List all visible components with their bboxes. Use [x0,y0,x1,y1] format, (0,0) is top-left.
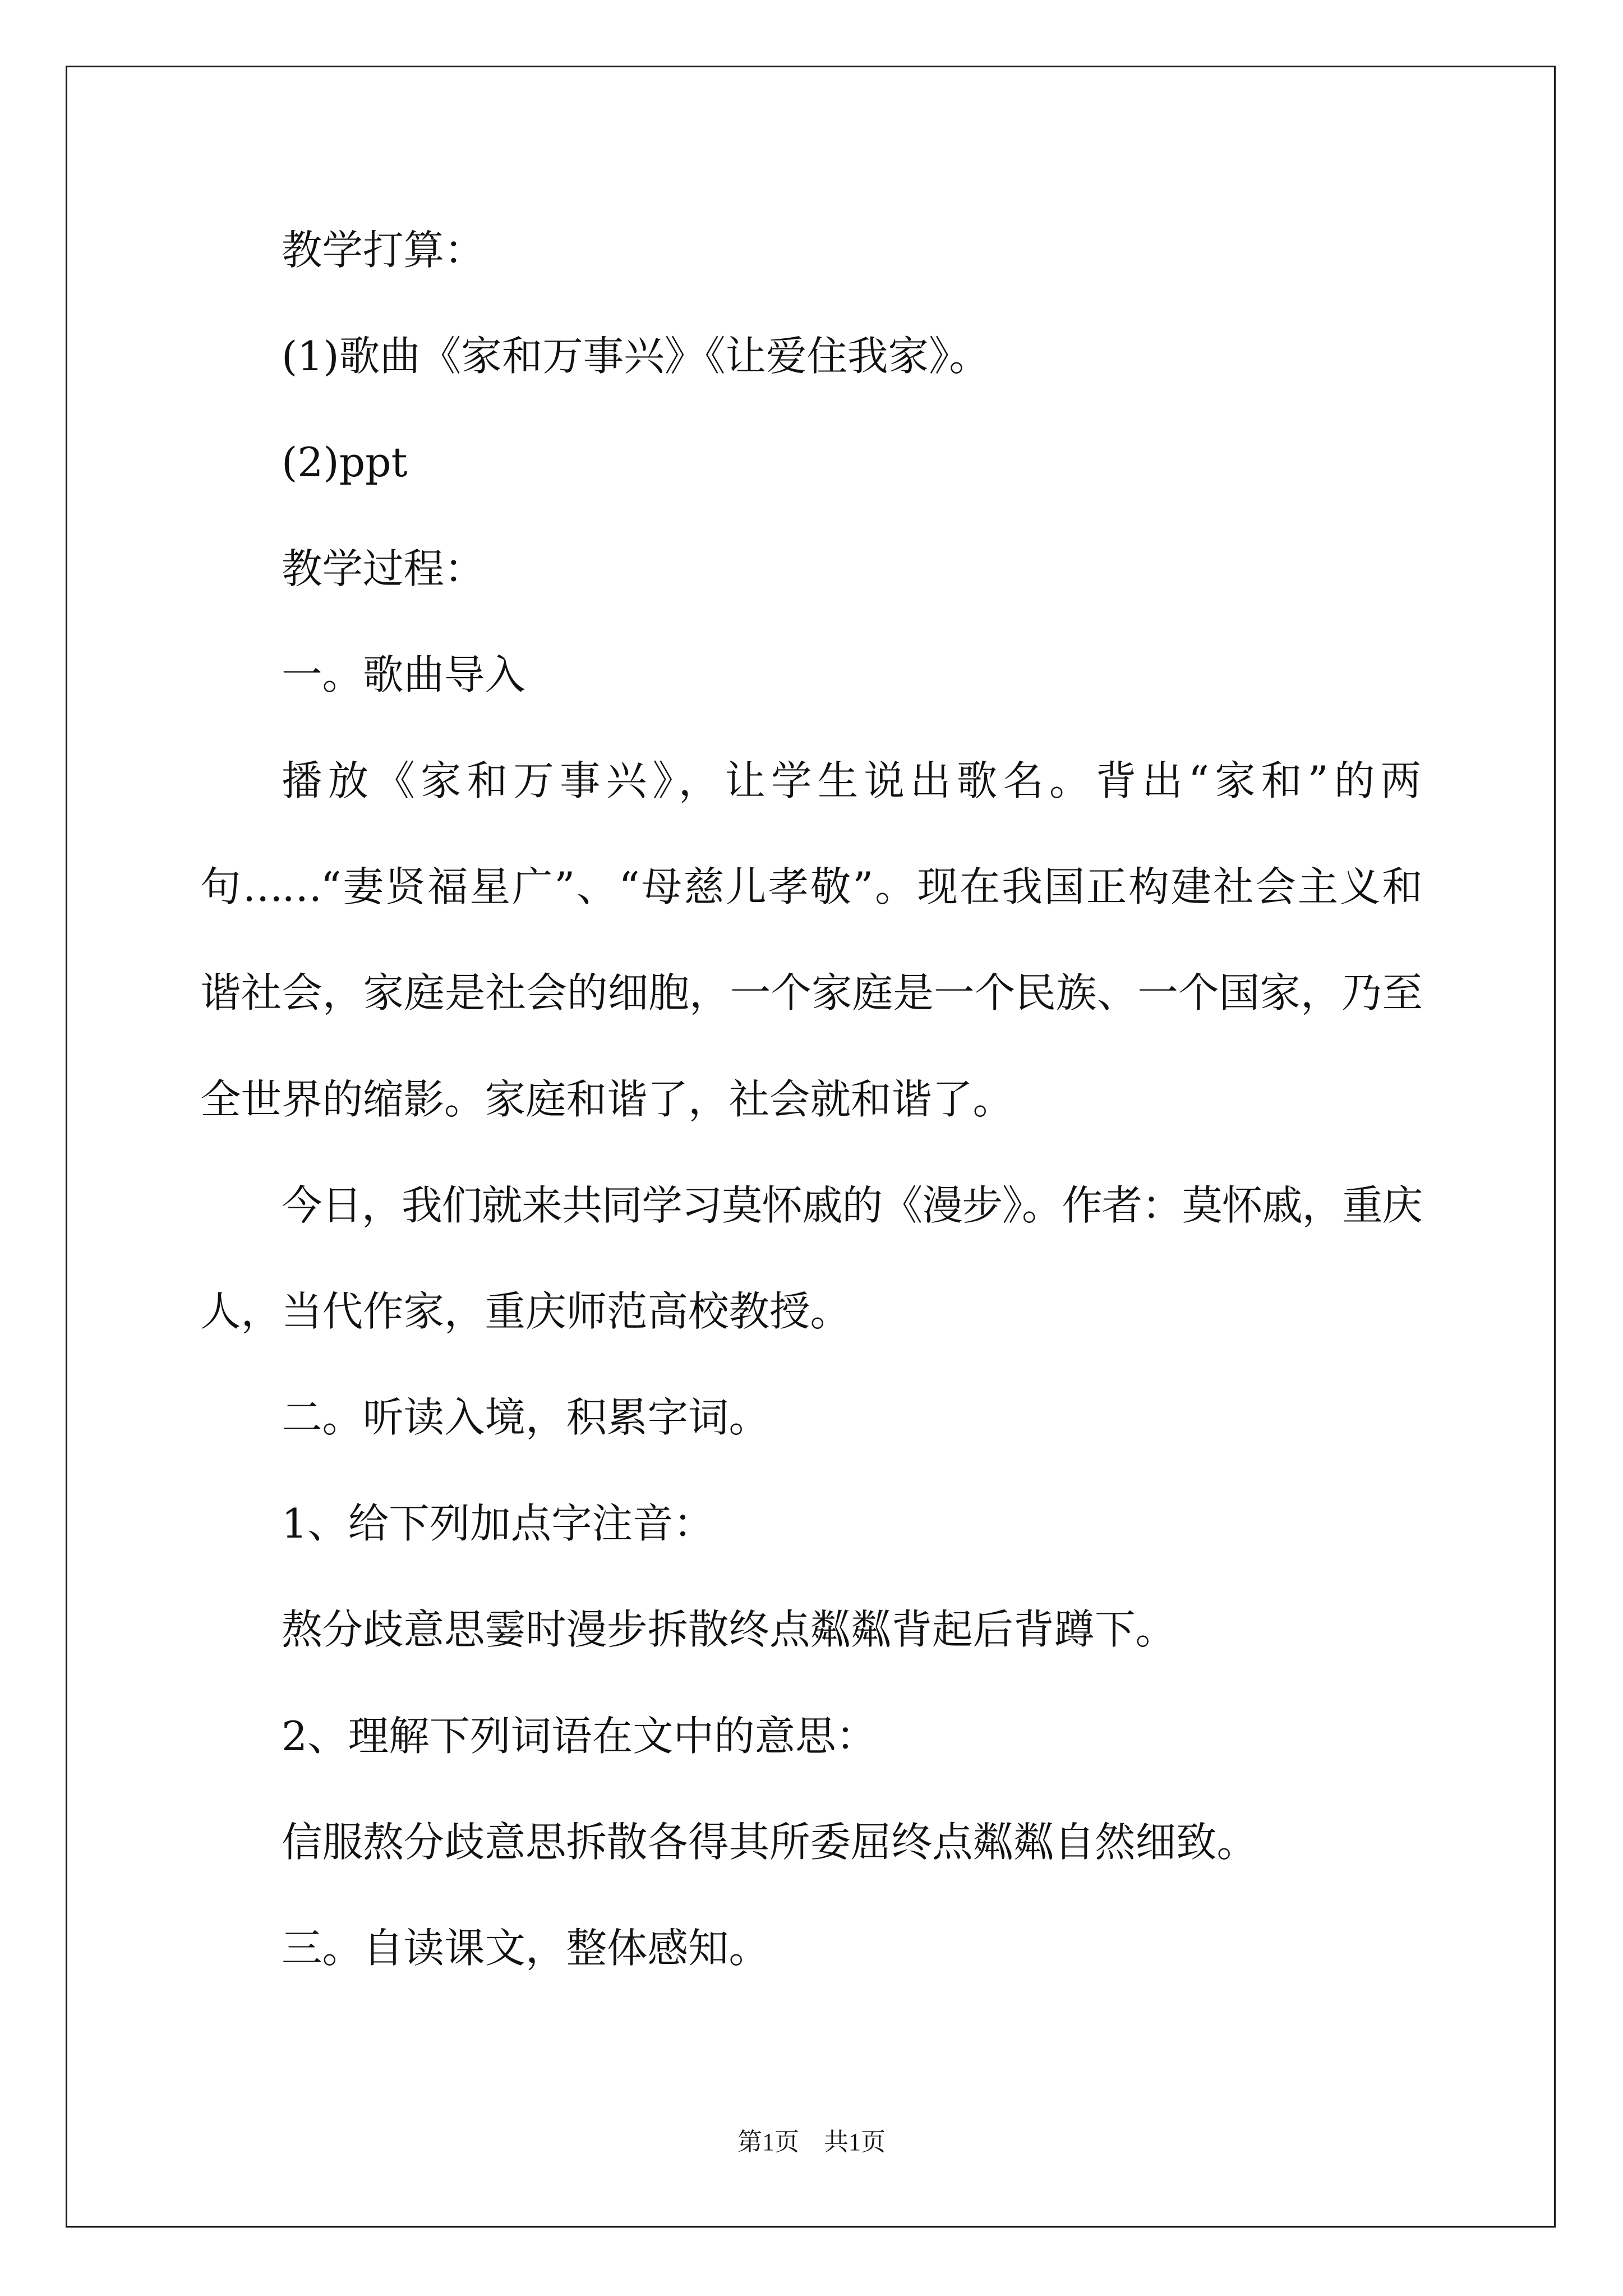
section-heading-2 [200,1365,1421,1471]
paragraph-prep-item-2 [200,410,1421,516]
text-line: 1、给下列加点字注音： [282,1501,714,1548]
text-line: 全世界的缩影。家庭和谐了，社会就和谐了。 [200,1076,1013,1124]
text-line: 二。听读入境，积累字词。 [282,1395,769,1442]
document-body [200,198,1421,2002]
text-line: 人，当代作家，重庆师范高校教授。 [200,1288,851,1336]
paragraph-prep-item-1 [200,304,1421,410]
text-line: 2、理解下列词语在文中的意思： [282,1713,877,1760]
text-line: 今日，我们就来共同学习莫怀戚的《漫步》。作者：莫怀戚，重庆 [282,1182,1421,1230]
paragraph-author-intro [200,1153,1421,1365]
text-line: 教学过程： [282,545,485,593]
paragraph-song-intro [200,729,1421,1153]
text-line: 谐社会，家庭是社会的细胞，一个家庭是一个民族、一个国家，乃至 [200,970,1421,1018]
paragraph-exercise-1 [200,1471,1421,1577]
page-footer: 第1页 共1页 [737,2128,886,2156]
paragraph-exercise-2-words [200,1790,1421,1896]
text-line: 教学打算： [282,227,485,274]
text-line: 熬分歧意思霎时漫步拆散终点粼粼背起后背蹲下。 [282,1607,1176,1654]
text-line: 三。自读课文，整体感知。 [282,1925,769,1972]
section-heading-3 [200,1896,1421,2002]
text-line: 句……“妻贤福星广”、“母慈儿孝敬”。现在我国正构建社会主义和 [200,864,1421,912]
text-line: (2)ppt [282,439,408,487]
paragraph-exercise-2 [200,1684,1421,1790]
paragraph-exercise-1-words [200,1577,1421,1683]
section-heading-1 [200,623,1421,729]
paragraph-prep-heading [200,198,1421,304]
text-line: 信服熬分歧意思拆散各得其所委屈终点粼粼自然细致。 [282,1819,1257,1866]
text-line: 播放《家和万事兴》，让学生说出歌名。背出“家和”的两 [282,757,1421,805]
text-line: 一。歌曲导入 [282,651,525,699]
paragraph-process-heading [200,517,1421,623]
text-line: (1)歌曲《家和万事兴》《让爱住我家》。 [282,333,990,381]
